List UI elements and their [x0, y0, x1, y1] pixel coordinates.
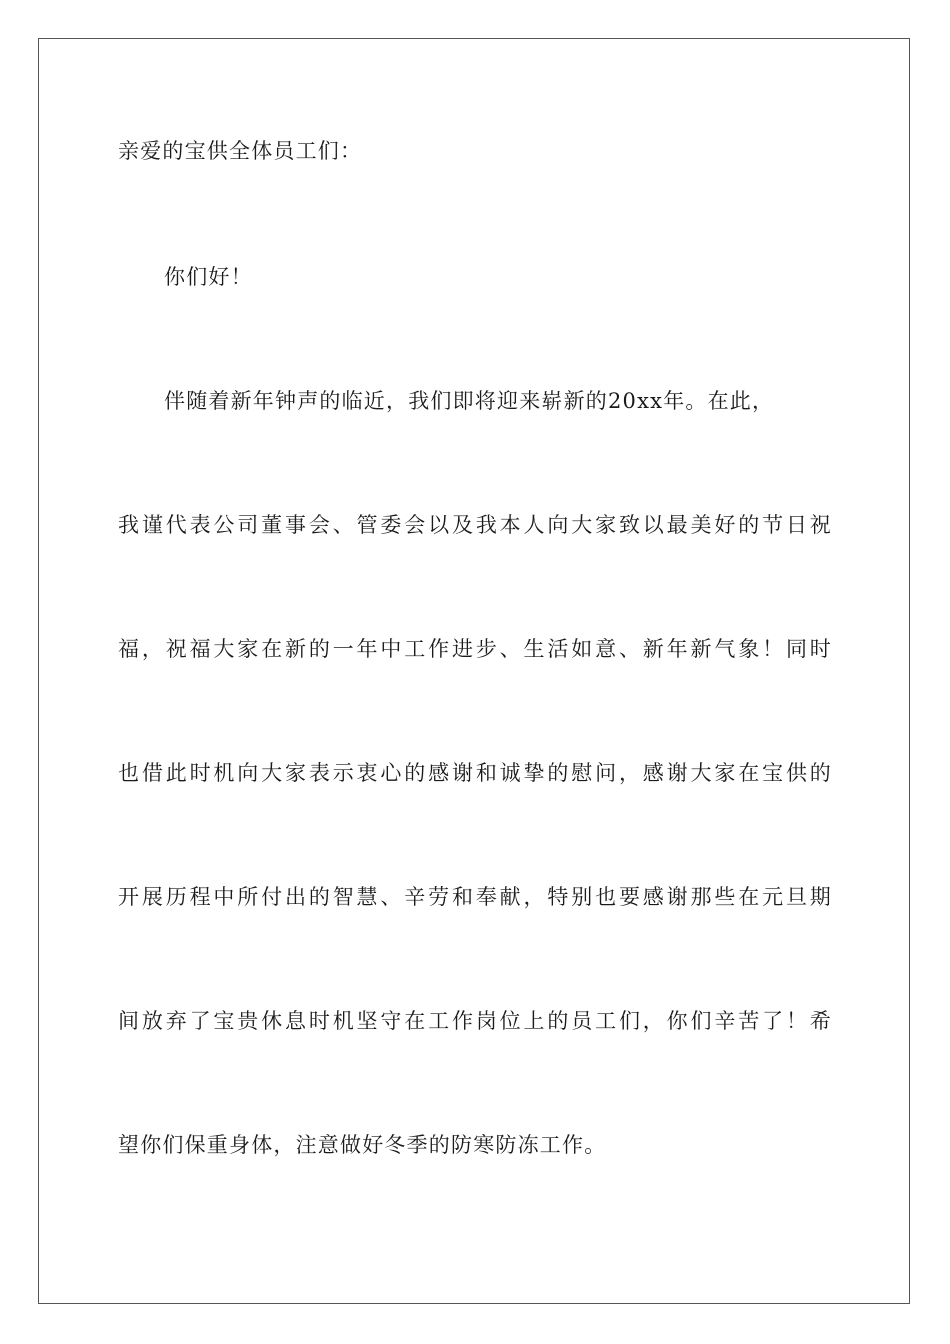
- body-line-6: 间放弃了宝贵休息时机坚守在工作岗位上的员工们，你们辛苦了！希: [118, 1009, 832, 1033]
- body-line-4: 也借此时机向大家表示衷心的感谢和诚挚的慰问，感谢大家在宝供的: [118, 761, 832, 785]
- page-border: [38, 38, 910, 1304]
- salutation: 亲爱的宝供全体员工们：: [118, 139, 363, 163]
- body-line-7: 望你们保重身体，注意做好冬季的防寒防冻工作。: [118, 1133, 607, 1157]
- body-line-3: 福，祝福大家在新的一年中工作进步、生活如意、新年新气象！同时: [118, 637, 832, 661]
- body-line-1: 伴随着新年钟声的临近，我们即将迎来崭新的20xx年。在此，: [164, 389, 775, 413]
- body-line-5: 开展历程中所付出的智慧、辛劳和奉献，特别也要感谢那些在元旦期: [118, 885, 832, 909]
- greeting: 你们好！: [164, 265, 253, 289]
- body-line-2: 我谨代表公司董事会、管委会以及我本人向大家致以最美好的节日祝: [118, 513, 832, 537]
